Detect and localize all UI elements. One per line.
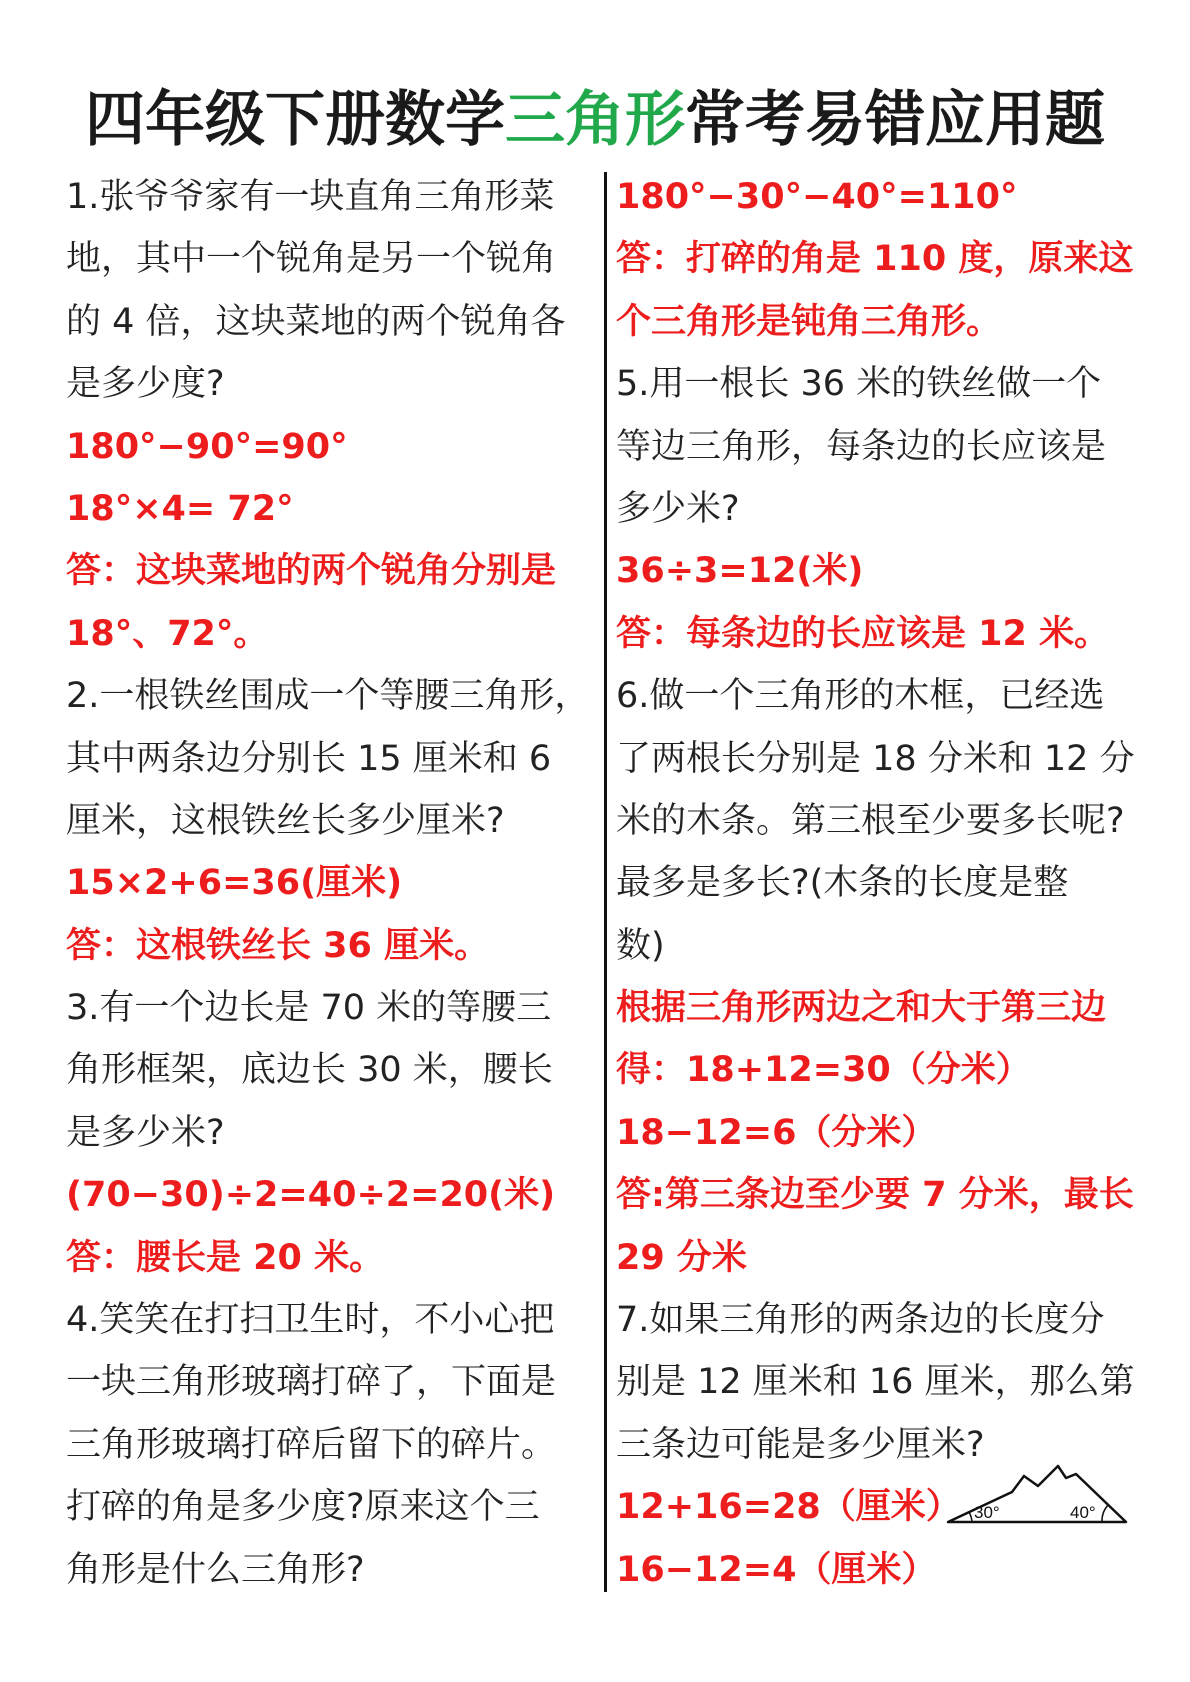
question-line: 1.张爷爷家有一块直角三角形菜	[66, 177, 555, 217]
question-line: 5.用一根长 36 米的铁丝做一个	[616, 364, 1102, 405]
left-column	[66, 166, 596, 1601]
question-line: 一块三角形玻璃打碎了，下面是	[66, 1362, 557, 1403]
question-line: 最多是多长?(木条的长度是整	[616, 863, 1069, 904]
question-line: 厘米，这根铁丝长多少厘米?	[66, 800, 505, 841]
question-line: 三条边可能是多少厘米?	[616, 1424, 985, 1465]
answer-line: 29 分米	[616, 1237, 747, 1278]
angle-label-right: 40°	[1070, 1503, 1096, 1522]
question-line: 7.如果三角形的两条边的长度分	[616, 1300, 1105, 1341]
question-line: 地，其中一个锐角是另一个锐角	[66, 239, 557, 280]
question-line: 打碎的角是多少度?原来这个三	[66, 1487, 540, 1528]
answer-line: 18°×4= 72°	[66, 488, 294, 529]
question-line: 其中两条边分别长 15 厘米和 6	[66, 738, 552, 779]
question-line: 的 4 倍，这块菜地的两个锐角各	[66, 301, 566, 342]
broken-glass-triangle-figure	[946, 1458, 1128, 1526]
answer-line: (70−30)÷2=40÷2=20(米)	[66, 1175, 556, 1216]
column-divider	[604, 172, 607, 1592]
answer-line: 个三角形是钝角三角形。	[616, 301, 1002, 342]
question-line: 别是 12 厘米和 16 厘米，那么第	[616, 1362, 1135, 1403]
question-line: 数)	[616, 925, 665, 966]
answer-line: 得：18+12=30（分米）	[616, 1050, 1031, 1091]
answer-line: 18−12=6（分米）	[616, 1112, 937, 1153]
question-line: 角形是什么三角形?	[66, 1549, 365, 1590]
answer-line: 36÷3=12(米)	[616, 551, 864, 592]
question-line: 角形框架，底边长 30 米，腰长	[66, 1050, 553, 1091]
answer-line: 180°−30°−40°=110°	[616, 177, 1018, 217]
question-line: 6.做一个三角形的木框，已经选	[616, 676, 1105, 717]
answer-line: 16−12=4（厘米）	[616, 1549, 937, 1590]
answer-line: 12+16=28（厘米）	[616, 1487, 961, 1528]
answer-line: 答：每条边的长应该是 12 米。	[616, 613, 1110, 654]
title-highlight: 三角形	[505, 85, 685, 155]
right-angle-arc	[1102, 1505, 1108, 1522]
answer-line: 答：这根铁丝长 36 厘米。	[66, 925, 490, 966]
question-line: 是多少米?	[66, 1112, 225, 1153]
question-line: 等边三角形，每条边的长应该是	[616, 426, 1107, 467]
angle-label-left: 30°	[974, 1503, 1000, 1522]
answer-line: 15×2+6=36(厘米)	[66, 863, 403, 904]
question-line: 2.一根铁丝围成一个等腰三角形，	[66, 676, 590, 717]
question-line: 三角形玻璃打碎后留下的碎片。	[66, 1424, 557, 1465]
title-part2: 常考易错应用题	[685, 85, 1105, 155]
question-line: 3.有一个边长是 70 米的等腰三	[66, 988, 552, 1029]
answer-line: 18°、72°。	[66, 613, 269, 654]
answer-line: 答:第三条边至少要 7 分米，最长	[616, 1175, 1134, 1216]
answer-line: 答：腰长是 20 米。	[66, 1237, 385, 1278]
answer-line: 180°−90°=90°	[66, 426, 348, 467]
right-column	[616, 166, 1136, 1601]
question-line: 是多少度?	[66, 364, 225, 405]
question-line: 了两根长分别是 18 分米和 12 分	[616, 738, 1135, 779]
question-line: 米的木条。第三根至少要多长呢?	[616, 800, 1125, 841]
page-title	[0, 80, 1190, 160]
left-angle-arc	[969, 1512, 972, 1522]
answer-line: 答：这块菜地的两个锐角分别是	[66, 551, 557, 592]
title-part1: 四年级下册数学	[85, 85, 505, 155]
question-line: 4.笑笑在打扫卫生时，不小心把	[66, 1300, 555, 1341]
answer-line: 根据三角形两边之和大于第三边	[616, 988, 1107, 1029]
question-line: 多少米?	[616, 488, 740, 529]
answer-line: 答：打碎的角是 110 度，原来这	[616, 239, 1134, 280]
